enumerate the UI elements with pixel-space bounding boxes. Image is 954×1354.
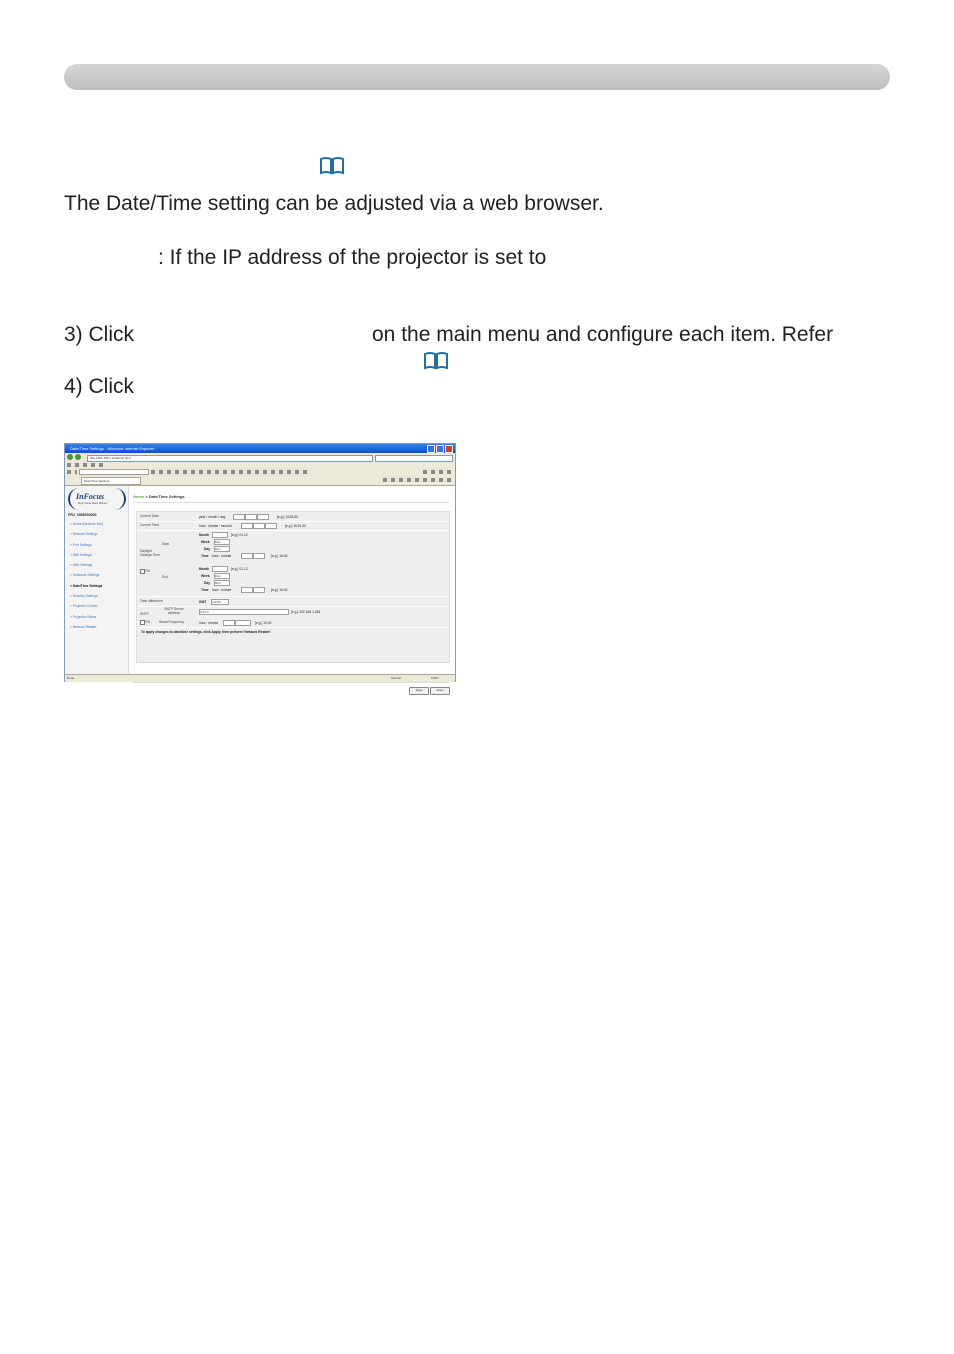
step-3-label: 3) Click — [64, 323, 135, 346]
end-month-example: [e.g.] 01-12 — [231, 567, 248, 571]
sntp-label: SNTP — [140, 612, 149, 616]
sidebar-item[interactable]: » Mail Settings — [70, 552, 92, 557]
search-input[interactable] — [375, 455, 453, 462]
sidebar-item[interactable]: » Schedule Settings — [70, 573, 100, 578]
end-week-select[interactable]: First — [214, 573, 230, 579]
reset-frequency-label: Reset Frequency — [159, 620, 185, 624]
gmt-select[interactable]: +00:00 — [211, 599, 229, 605]
back-icon[interactable] — [67, 454, 73, 460]
browser-title: Date/Time Settings - Windows Internet Explorer — [70, 446, 155, 451]
start-hour-input[interactable] — [241, 553, 253, 559]
sntp-on-label: ON — [145, 620, 150, 624]
second-input[interactable] — [265, 523, 277, 529]
menu-bar[interactable] — [67, 463, 107, 467]
toolbar-search-input[interactable] — [79, 469, 149, 475]
browser-title-bar — [65, 444, 455, 453]
reset-frequency-example: [e.g.] 10:00 — [255, 621, 272, 625]
status-zone: Internet — [391, 676, 402, 680]
reset-frequency-format: hour : minute — [199, 621, 219, 625]
reset-minute-input[interactable] — [235, 620, 251, 626]
sidebar-menu — [70, 522, 103, 635]
current-date-example: [e.g.] 10/01/20 — [277, 515, 299, 519]
end-time-label: Time — [201, 588, 209, 592]
step-4-label: 4) Click — [64, 375, 135, 398]
browser-tab[interactable]: Date/Time Settings — [81, 477, 141, 485]
start-minute-input[interactable] — [253, 553, 265, 559]
sntp-server-example: [e.g.] 192.168.1.254 — [291, 610, 321, 614]
end-time-format: hour : minute — [212, 588, 232, 592]
toolbar-settings[interactable] — [423, 470, 451, 474]
section-header-bar — [64, 64, 890, 90]
close-icon[interactable] — [445, 445, 453, 453]
start-week-select[interactable]: First — [214, 539, 230, 545]
current-time-label: Current Time — [140, 523, 160, 527]
status-bar — [65, 674, 455, 682]
end-day-select[interactable]: Mon — [214, 580, 230, 586]
reset-hour-input[interactable] — [223, 620, 235, 626]
gmt-label: GMT — [199, 600, 207, 604]
book-icon — [319, 156, 345, 176]
forward-icon[interactable] — [75, 454, 81, 460]
hour-input[interactable] — [241, 523, 253, 529]
minimize-icon[interactable] — [427, 445, 435, 453]
browser-screenshot — [64, 443, 456, 692]
sidebar-item[interactable]: » Home (Network Info) — [70, 522, 104, 526]
intro-text: The Date/Time setting can be adjusted via a web browser. — [64, 192, 604, 215]
sntp-server-label: SNTP Server Address — [164, 607, 184, 615]
month-input[interactable] — [245, 514, 257, 520]
end-day-label: Day — [204, 581, 211, 585]
sidebar-item[interactable]: » Date/Time Settings — [70, 583, 103, 588]
daylight-savings-label: Daylight Savings Time — [140, 549, 160, 557]
end-month-input[interactable] — [212, 566, 228, 572]
book-icon — [423, 351, 449, 371]
step-3-text: on the main menu and configure each item. Refer — [372, 323, 834, 346]
end-time-example: [e.g.] 16:00 — [271, 588, 288, 592]
sidebar-item[interactable]: » Projector Status — [70, 614, 97, 619]
note-text: : If the IP address of the projector is set to — [158, 246, 547, 269]
sidebar — [65, 486, 129, 674]
start-day-select[interactable]: Mon — [214, 546, 230, 552]
start-day-label: Day — [204, 547, 211, 551]
start-month-example: [e.g.] 01-12 — [231, 533, 248, 537]
sidebar-item[interactable]: » Network Settings — [70, 532, 98, 537]
status-zoom[interactable]: 100% — [431, 676, 439, 680]
start-time-example: [e.g.] 16:00 — [271, 554, 288, 558]
maximize-icon[interactable] — [436, 445, 444, 453]
status-text: Done — [67, 676, 75, 680]
reset-button[interactable]: Reset — [430, 687, 450, 695]
current-date-format: year / month / day — [199, 515, 226, 519]
breadcrumb: Home > Date/Time Settings — [133, 494, 185, 499]
start-month-label: Month — [199, 533, 209, 537]
breadcrumb-home[interactable]: Home — [133, 494, 145, 499]
time-difference-label: Time difference — [140, 599, 163, 603]
date-time-form — [136, 511, 450, 663]
apply-note: To apply changes to date/time settings, click Apply, then perform 'Network Restart'. — [141, 630, 272, 634]
current-time-example: [e.g.] 16:01:20 — [285, 524, 307, 528]
sidebar-item[interactable]: » Security Settings — [70, 594, 98, 599]
breadcrumb-current: Date/Time Settings — [148, 494, 185, 499]
sidebar-item[interactable]: » Port Settings — [70, 542, 92, 547]
current-date-label: Current Date — [140, 514, 159, 518]
address-bar[interactable]: http://192.168.1.10/admin.html — [87, 455, 373, 462]
sidebar-item[interactable]: » Network Restart — [70, 624, 97, 629]
browser-toolbar — [65, 453, 455, 486]
start-month-input[interactable] — [212, 532, 228, 538]
start-week-label: Week — [201, 540, 210, 544]
minute-input[interactable] — [253, 523, 265, 529]
daylight-on-label: ON — [145, 569, 150, 573]
google-toolbar-label — [67, 470, 77, 474]
start-label: Start — [162, 542, 169, 546]
apply-button[interactable]: Apply — [409, 687, 429, 695]
sidebar-item[interactable]: » Projector Control — [70, 604, 98, 609]
toolbar-buttons[interactable] — [151, 470, 311, 474]
end-week-label: Week — [201, 574, 210, 578]
year-input[interactable] — [233, 514, 245, 520]
end-minute-input[interactable] — [253, 587, 265, 593]
sidebar-item[interactable]: » Alert Settings — [70, 563, 93, 568]
current-time-format: hour : minute : second — [199, 524, 232, 528]
day-input[interactable] — [257, 514, 269, 520]
end-hour-input[interactable] — [241, 587, 253, 593]
infocus-logo: InFocus Bright Ideas Made Brilliant — [68, 488, 126, 510]
projector-id: PRJ_000E000000 — [68, 513, 97, 517]
end-label: End — [162, 575, 168, 579]
start-time-label: Time — [201, 554, 209, 558]
end-month-label: Month — [199, 567, 209, 571]
sntp-server-input[interactable]: 0.0.0.0 — [199, 609, 289, 615]
start-time-format: hour : minute — [212, 554, 232, 558]
command-bar[interactable] — [383, 478, 451, 482]
